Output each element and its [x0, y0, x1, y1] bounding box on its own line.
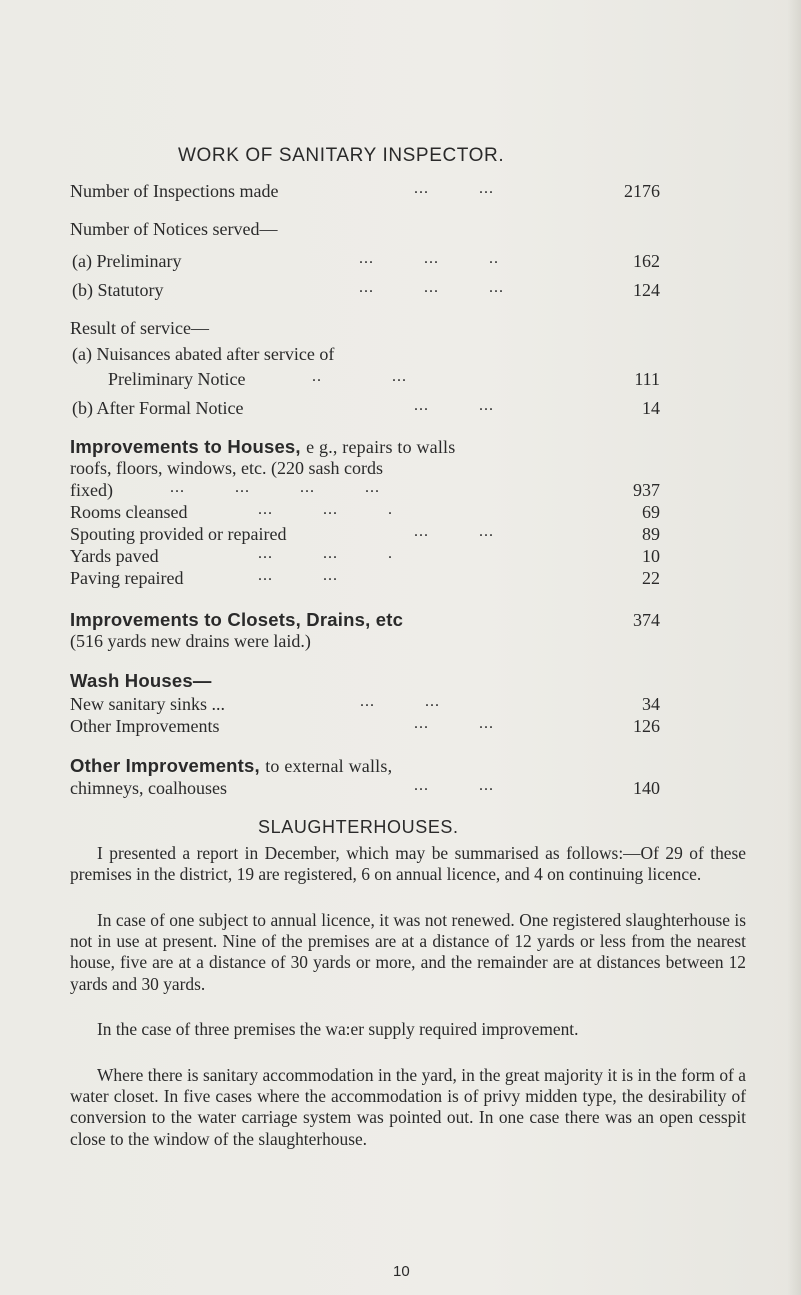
houses-line2: roofs, floors, windows, etc. (220 sash cords [70, 458, 383, 478]
other-heading-text: Other Improvements, [70, 755, 260, 776]
result-a-value: 111 [634, 369, 660, 389]
yards-label: Yards paved [70, 546, 159, 566]
houses-fixed-value: 937 [633, 480, 660, 500]
inspections-label: Number of Inspections made [70, 181, 279, 201]
houses-heading [70, 436, 455, 458]
inspections-value: 2176 [624, 181, 660, 201]
leader-dots: ... ... [414, 715, 494, 732]
spouting-label: Spouting provided or repaired [70, 524, 287, 544]
slaughter-p3-text: In the case of three premises the wa:er supply required improvement. [97, 1019, 579, 1039]
closets-note: (516 yards new drains were laid.) [70, 631, 311, 651]
preliminary-label: (a) Preliminary [72, 251, 182, 271]
leader-dots: ... ... . [258, 545, 393, 562]
result-label: Result of service— [70, 318, 209, 338]
closets-heading: Improvements to Closets, Drains, etc [70, 609, 404, 630]
slaughter-paragraph-3 [70, 1019, 746, 1040]
leader-dots: ... ... . [258, 501, 393, 518]
section-title: WORK OF SANITARY INSPECTOR. [178, 145, 505, 166]
leader-dots: ... ... ... [359, 279, 504, 296]
other-value: 140 [633, 778, 660, 798]
yards-value: 10 [642, 546, 660, 566]
paving-label: Paving repaired [70, 568, 184, 588]
slaughter-paragraph-1 [70, 843, 746, 885]
leader-dots: .. ... [312, 368, 407, 385]
result-a-line1: (a) Nuisances abated after service of [72, 344, 335, 364]
slaughterhouses-title: SLAUGHTERHOUSES. [258, 817, 459, 837]
houses-heading-text: Improvements to Houses, [70, 436, 301, 457]
leader-dots: ... ... [414, 180, 494, 197]
statutory-value: 124 [633, 280, 660, 300]
leader-dots: ... ... .. [359, 250, 499, 267]
slaughter-p4-text: Where there is sanitary accommodation in the yard, in the great majority it is in the form of a water closet. In five cases where the accommodation is of privy midden type, the desirability of conversion to the water carriage system was pointed out. In one case there was an open cesspit close to the window of the slaughterhouse. [70, 1065, 746, 1149]
result-a-line2: Preliminary Notice [108, 369, 246, 389]
leader-dots: ... ... [414, 523, 494, 540]
slaughter-p1-text: I presented a report in December, which may be summarised as follows:—Of 29 of these premises in the district, 19 are registered, 6 on annual licence, and 4 on continuing licence. [70, 843, 746, 885]
result-b-value: 14 [642, 398, 660, 418]
spouting-value: 89 [642, 524, 660, 544]
other-heading-rest: to external walls, [265, 756, 393, 776]
leader-dots: ... ... [414, 397, 494, 414]
page-edge-shadow [787, 0, 801, 1295]
slaughter-paragraph-4 [70, 1065, 746, 1150]
rooms-value: 69 [642, 502, 660, 522]
other-line2: chimneys, coalhouses [70, 778, 227, 798]
houses-heading-rest: e g., repairs to walls [306, 437, 456, 457]
preliminary-value: 162 [633, 251, 660, 271]
leader-dots: ... ... ... ... [170, 479, 380, 496]
sinks-value: 34 [642, 694, 660, 714]
sinks-label: New sanitary sinks ... [70, 694, 225, 714]
slaughter-p2-text: In case of one subject to annual licence, it was not renewed. One registered slaughterhouse is not in use at present. Nine of the premises are at a distance of 12 yards or less from the nearest house, five are at a distance of 30 yards or more, and the remainder are at distances between 12 yards and 30 yards. [70, 910, 746, 994]
other-improvements-value: 126 [633, 716, 660, 736]
closets-value: 374 [633, 610, 660, 630]
rooms-label: Rooms cleansed [70, 502, 188, 522]
notices-label: Number of Notices served— [70, 219, 278, 239]
paving-value: 22 [642, 568, 660, 588]
houses-line3: fixed) [70, 480, 113, 500]
leader-dots: ... ... [258, 567, 338, 584]
leader-dots: ... ... [360, 693, 440, 710]
other-heading [70, 755, 392, 777]
other-improvements-label: Other Improvements [70, 716, 220, 736]
statutory-label: (b) Statutory [72, 280, 164, 300]
leader-dots: ... ... [414, 777, 494, 794]
page-number: 10 [393, 1263, 410, 1280]
slaughter-paragraph-2 [70, 910, 746, 995]
result-b-label: (b) After Formal Notice [72, 398, 244, 418]
wash-heading: Wash Houses— [70, 670, 212, 691]
